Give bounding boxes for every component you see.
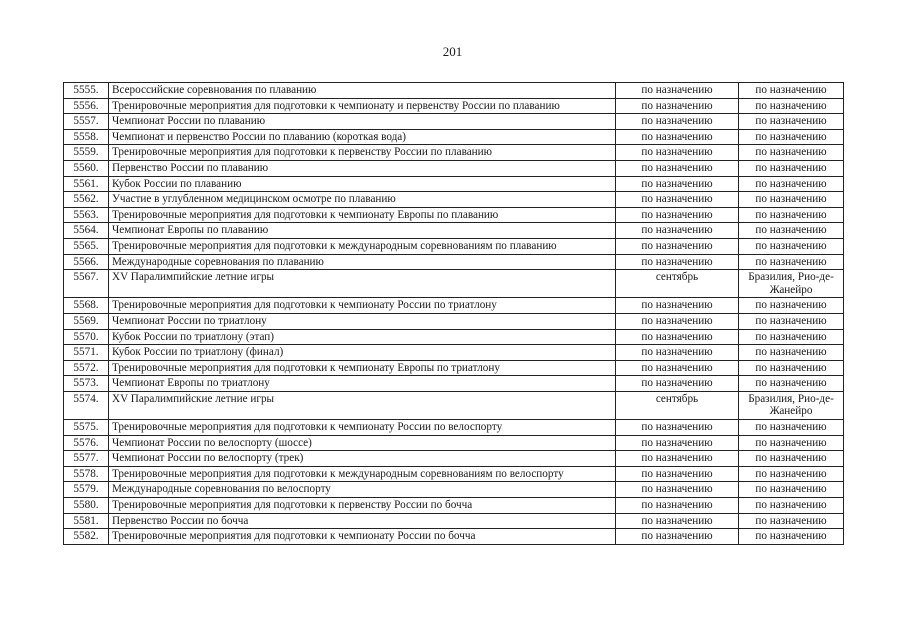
row-number: 5582. <box>64 529 109 545</box>
event-name: Первенство России по плаванию <box>109 160 616 176</box>
event-name: Чемпионат России по триатлону <box>109 313 616 329</box>
event-date: по назначению <box>616 313 739 329</box>
table-row <box>64 360 844 376</box>
table-row <box>64 254 844 270</box>
event-place: по назначению <box>739 176 844 192</box>
event-name: Всероссийские соревнования по плаванию <box>109 83 616 99</box>
row-number: 5568. <box>64 298 109 314</box>
table-row <box>64 451 844 467</box>
event-date: по назначению <box>616 529 739 545</box>
table-row <box>64 482 844 498</box>
row-number: 5578. <box>64 466 109 482</box>
event-name: Тренировочные мероприятия для подготовки к чемпионату и первенству России по плаванию <box>109 98 616 114</box>
table-row <box>64 238 844 254</box>
event-date: по назначению <box>616 513 739 529</box>
event-place: по назначению <box>739 238 844 254</box>
row-number: 5556. <box>64 98 109 114</box>
row-number: 5562. <box>64 192 109 208</box>
event-date: по назначению <box>616 145 739 161</box>
event-place: по назначению <box>739 298 844 314</box>
event-name: XV Паралимпийские летние игры <box>109 391 616 419</box>
event-name: Международные соревнования по велоспорту <box>109 482 616 498</box>
row-number: 5566. <box>64 254 109 270</box>
row-number: 5572. <box>64 360 109 376</box>
event-name: Кубок России по триатлону (финал) <box>109 345 616 361</box>
event-name: Первенство России по бочча <box>109 513 616 529</box>
table-row <box>64 298 844 314</box>
event-date: сентябрь <box>616 391 739 419</box>
event-place: по назначению <box>739 207 844 223</box>
event-date: по назначению <box>616 129 739 145</box>
event-name: Тренировочные мероприятия для подготовки к первенству России по плаванию <box>109 145 616 161</box>
row-number: 5560. <box>64 160 109 176</box>
table-row <box>64 529 844 545</box>
table-row <box>64 160 844 176</box>
event-date: по назначению <box>616 345 739 361</box>
event-place: по назначению <box>739 529 844 545</box>
table-row <box>64 270 844 298</box>
event-date: по назначению <box>616 207 739 223</box>
event-name: Чемпионат Европы по триатлону <box>109 376 616 392</box>
table-row <box>64 420 844 436</box>
event-date: по назначению <box>616 83 739 99</box>
event-place: Бразилия, Рио-де-Жанейро <box>739 391 844 419</box>
event-name: Международные соревнования по плаванию <box>109 254 616 270</box>
event-date: по назначению <box>616 98 739 114</box>
event-place: по назначению <box>739 83 844 99</box>
event-date: по назначению <box>616 298 739 314</box>
event-date: по назначению <box>616 451 739 467</box>
table-row <box>64 329 844 345</box>
row-number: 5561. <box>64 176 109 192</box>
table-row <box>64 83 844 99</box>
table-row <box>64 114 844 130</box>
table-row <box>64 192 844 208</box>
row-number: 5571. <box>64 345 109 361</box>
event-place: по назначению <box>739 360 844 376</box>
row-number: 5575. <box>64 420 109 436</box>
event-place: по назначению <box>739 451 844 467</box>
row-number: 5559. <box>64 145 109 161</box>
row-number: 5565. <box>64 238 109 254</box>
row-number: 5573. <box>64 376 109 392</box>
event-place: Бразилия, Рио-де-Жанейро <box>739 270 844 298</box>
event-name: Тренировочные мероприятия для подготовки к международным соревнованиям по плаванию <box>109 238 616 254</box>
table-row <box>64 345 844 361</box>
event-place: по назначению <box>739 329 844 345</box>
page-number: 201 <box>442 44 463 59</box>
event-name: Тренировочные мероприятия для подготовки к чемпионату Европы по плаванию <box>109 207 616 223</box>
event-date: по назначению <box>616 114 739 130</box>
event-place: по назначению <box>739 254 844 270</box>
event-place: по назначению <box>739 482 844 498</box>
row-number: 5581. <box>64 513 109 529</box>
row-number: 5563. <box>64 207 109 223</box>
event-name: Чемпионат Европы по плаванию <box>109 223 616 239</box>
event-name: Чемпионат России по велоспорту (трек) <box>109 451 616 467</box>
event-date: по назначению <box>616 176 739 192</box>
table-row <box>64 376 844 392</box>
event-name: XV Паралимпийские летние игры <box>109 270 616 298</box>
row-number: 5576. <box>64 435 109 451</box>
event-name: Кубок России по плаванию <box>109 176 616 192</box>
event-date: по назначению <box>616 238 739 254</box>
table-row <box>64 207 844 223</box>
event-date: по назначению <box>616 376 739 392</box>
row-number: 5564. <box>64 223 109 239</box>
event-place: по назначению <box>739 98 844 114</box>
event-name: Тренировочные мероприятия для подготовки к первенству России по бочча <box>109 498 616 514</box>
table-row <box>64 98 844 114</box>
table-row <box>64 466 844 482</box>
table-row <box>64 129 844 145</box>
table-row <box>64 513 844 529</box>
event-place: по назначению <box>739 498 844 514</box>
event-date: по назначению <box>616 223 739 239</box>
event-name: Тренировочные мероприятия для подготовки к чемпионату России по велоспорту <box>109 420 616 436</box>
row-number: 5577. <box>64 451 109 467</box>
events-table <box>63 82 844 545</box>
row-number: 5557. <box>64 114 109 130</box>
event-date: по назначению <box>616 192 739 208</box>
event-date: по назначению <box>616 420 739 436</box>
event-name: Чемпионат России по велоспорту (шоссе) <box>109 435 616 451</box>
table-row <box>64 145 844 161</box>
event-date: по назначению <box>616 482 739 498</box>
event-name: Тренировочные мероприятия для подготовки к чемпионату России по триатлону <box>109 298 616 314</box>
event-date: по назначению <box>616 435 739 451</box>
event-place: по назначению <box>739 376 844 392</box>
table-row <box>64 176 844 192</box>
event-date: по назначению <box>616 160 739 176</box>
row-number: 5570. <box>64 329 109 345</box>
event-name: Кубок России по триатлону (этап) <box>109 329 616 345</box>
event-date: по назначению <box>616 329 739 345</box>
row-number: 5579. <box>64 482 109 498</box>
event-date: по назначению <box>616 498 739 514</box>
event-place: по назначению <box>739 160 844 176</box>
event-date: по назначению <box>616 466 739 482</box>
row-number: 5558. <box>64 129 109 145</box>
table-row <box>64 435 844 451</box>
event-place: по назначению <box>739 513 844 529</box>
table-row <box>64 313 844 329</box>
table-row <box>64 391 844 419</box>
table-row <box>64 223 844 239</box>
event-place: по назначению <box>739 466 844 482</box>
event-name: Участие в углубленном медицинском осмотре по плаванию <box>109 192 616 208</box>
event-place: по назначению <box>739 313 844 329</box>
row-number: 5555. <box>64 83 109 99</box>
row-number: 5569. <box>64 313 109 329</box>
event-place: по назначению <box>739 145 844 161</box>
event-date: по назначению <box>616 360 739 376</box>
event-name: Тренировочные мероприятия для подготовки к чемпионату России по бочча <box>109 529 616 545</box>
event-name: Тренировочные мероприятия для подготовки к международным соревнованиям по велоспорту <box>109 466 616 482</box>
event-place: по назначению <box>739 129 844 145</box>
table-row <box>64 498 844 514</box>
events-table-body <box>64 83 844 545</box>
event-name: Тренировочные мероприятия для подготовки к чемпионату Европы по триатлону <box>109 360 616 376</box>
event-place: по назначению <box>739 114 844 130</box>
row-number: 5567. <box>64 270 109 298</box>
row-number: 5580. <box>64 498 109 514</box>
event-place: по назначению <box>739 192 844 208</box>
row-number: 5574. <box>64 391 109 419</box>
event-date: сентябрь <box>616 270 739 298</box>
event-place: по назначению <box>739 435 844 451</box>
event-place: по назначению <box>739 223 844 239</box>
event-name: Чемпионат России по плаванию <box>109 114 616 130</box>
event-place: по назначению <box>739 345 844 361</box>
event-place: по назначению <box>739 420 844 436</box>
event-name: Чемпионат и первенство России по плаванию (короткая вода) <box>109 129 616 145</box>
event-date: по назначению <box>616 254 739 270</box>
